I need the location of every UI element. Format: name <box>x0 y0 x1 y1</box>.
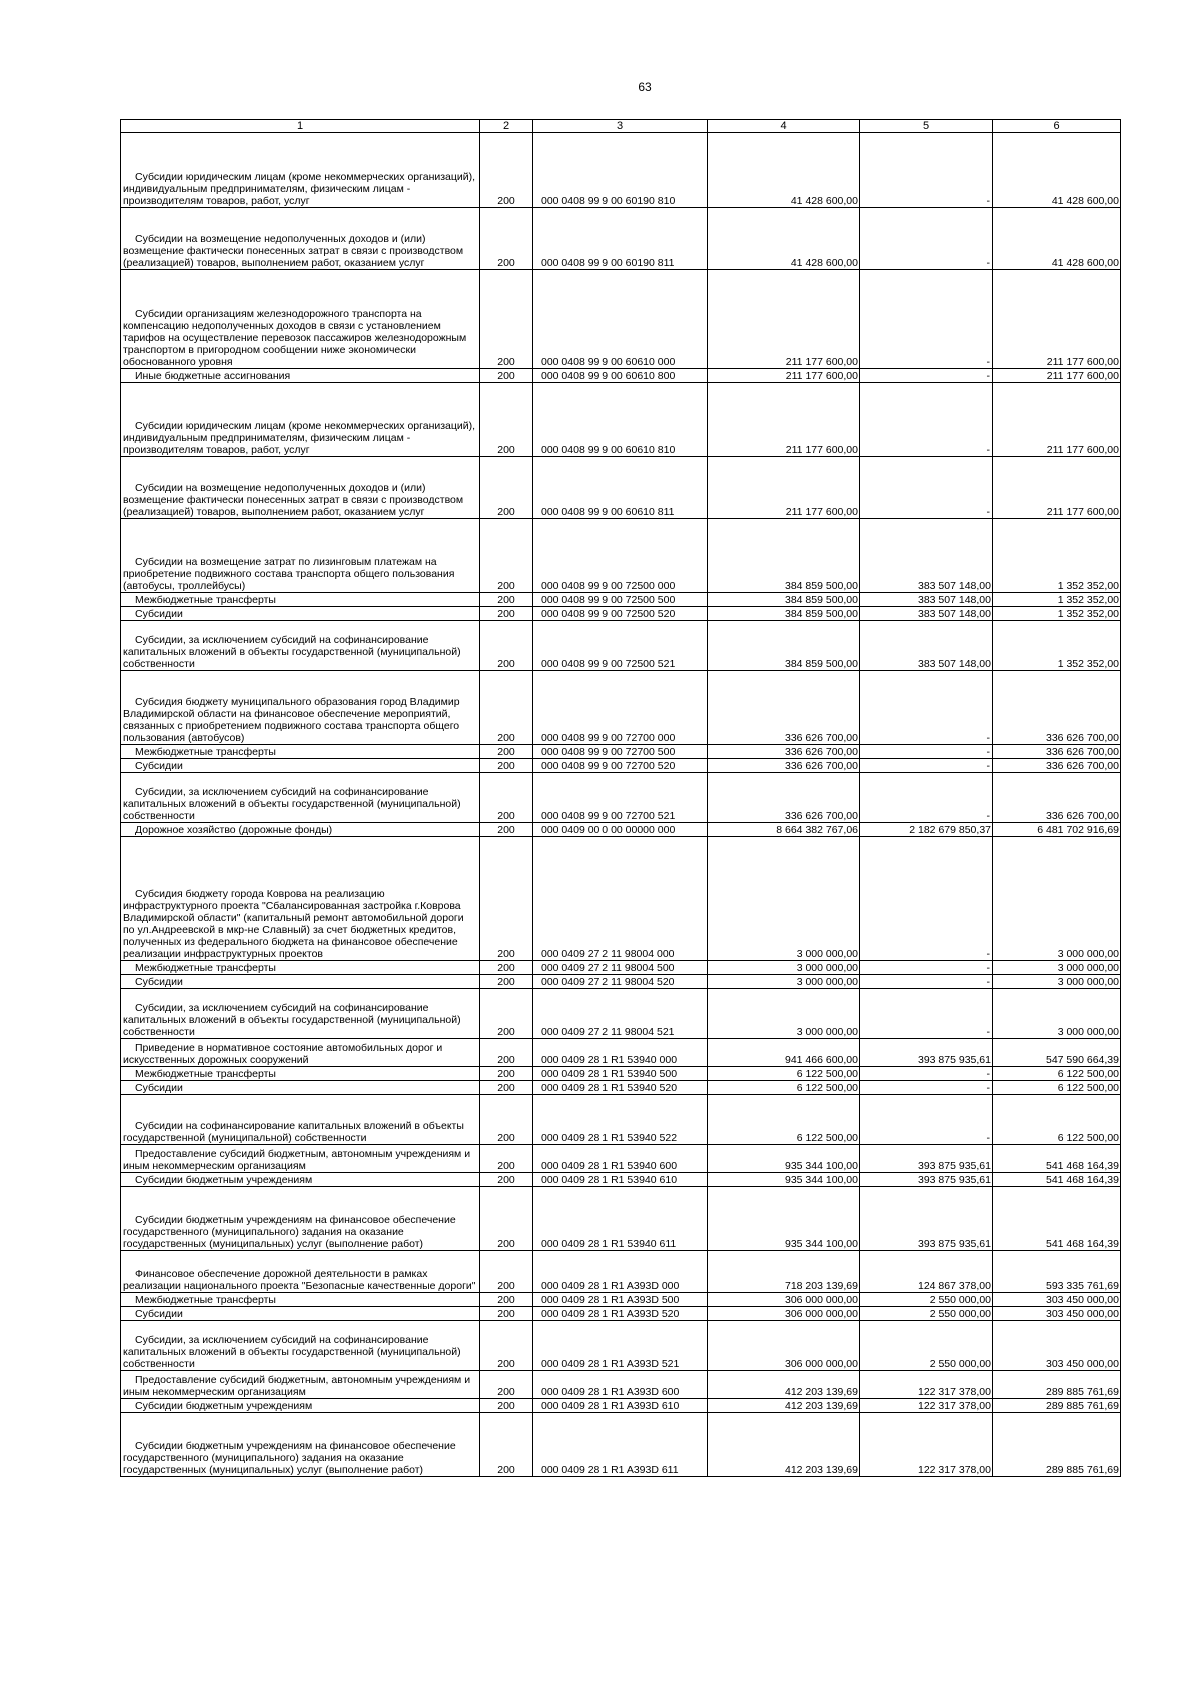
row-executed-amount: - <box>860 133 993 208</box>
table-row <box>121 1293 1121 1307</box>
row-approved-amount: 211 177 600,00 <box>708 270 860 369</box>
row-name-text: Межбюджетные трансферты <box>135 962 276 974</box>
row-budget-code: 000 0408 99 9 00 60190 811 <box>533 208 708 270</box>
row-name <box>121 457 480 519</box>
row-name-text: Субсидии, за исключением субсидий на софинансирование капитальных вложений в объекты государственной (муниципальной) собственности <box>123 1334 461 1370</box>
table-row <box>121 961 1121 975</box>
row-admin-code: 200 <box>480 1413 533 1477</box>
row-approved-amount: 211 177 600,00 <box>708 457 860 519</box>
row-budget-code: 000 0409 27 2 11 98004 521 <box>533 989 708 1039</box>
row-remaining-amount: 1 352 352,00 <box>993 607 1121 621</box>
row-budget-code: 000 0408 99 9 00 60610 000 <box>533 270 708 369</box>
row-approved-amount: 384 859 500,00 <box>708 621 860 671</box>
row-budget-code: 000 0409 28 1 R1 A393D 000 <box>533 1251 708 1293</box>
row-name-text: Финансовое обеспечение дорожной деятельности в рамках реализации национального проекта "Безопасные качественные дороги" <box>123 1268 476 1292</box>
row-name <box>121 270 480 369</box>
row-remaining-amount: 303 450 000,00 <box>993 1321 1121 1371</box>
table-row <box>121 1321 1121 1371</box>
row-remaining-amount: 3 000 000,00 <box>993 837 1121 961</box>
row-remaining-amount: 336 626 700,00 <box>993 759 1121 773</box>
row-remaining-amount: 336 626 700,00 <box>993 773 1121 823</box>
row-admin-code: 200 <box>480 519 533 593</box>
row-name-text: Субсидии бюджетным учреждениям <box>135 1174 313 1186</box>
table-row <box>121 1039 1121 1067</box>
row-name-text: Субсидии, за исключением субсидий на софинансирование капитальных вложений в объекты государственной (муниципальной) собственности <box>123 1002 461 1038</box>
row-name <box>121 1039 480 1067</box>
row-executed-amount: - <box>860 837 993 961</box>
row-admin-code: 200 <box>480 383 533 457</box>
row-name <box>121 1145 480 1173</box>
row-name-text: Субсидии <box>135 1308 183 1320</box>
row-budget-code: 000 0409 28 1 R1 A393D 611 <box>533 1413 708 1477</box>
row-name <box>121 1399 480 1413</box>
row-admin-code: 200 <box>480 1293 533 1307</box>
table-row <box>121 989 1121 1039</box>
row-remaining-amount: 303 450 000,00 <box>993 1293 1121 1307</box>
row-remaining-amount: 1 352 352,00 <box>993 593 1121 607</box>
row-name <box>121 1293 480 1307</box>
row-remaining-amount: 211 177 600,00 <box>993 270 1121 369</box>
row-name-text: Субсидии бюджетным учреждениям на финансовое обеспечение государственного (муниципального) задания на оказание государственных (муниципальных) услуг (выполнение работ) <box>123 1214 456 1250</box>
row-executed-amount: 2 550 000,00 <box>860 1321 993 1371</box>
row-admin-code: 200 <box>480 270 533 369</box>
row-name <box>121 1413 480 1477</box>
table-row <box>121 1371 1121 1399</box>
row-approved-amount: 935 344 100,00 <box>708 1187 860 1251</box>
table-row <box>121 1251 1121 1293</box>
row-executed-amount: - <box>860 369 993 383</box>
table-row <box>121 1307 1121 1321</box>
row-admin-code: 200 <box>480 1399 533 1413</box>
row-budget-code: 000 0408 99 9 00 72700 521 <box>533 773 708 823</box>
row-executed-amount: 2 550 000,00 <box>860 1293 993 1307</box>
row-name-text: Межбюджетные трансферты <box>135 1068 276 1080</box>
table-row <box>121 773 1121 823</box>
row-remaining-amount: 541 468 164,39 <box>993 1187 1121 1251</box>
row-admin-code: 200 <box>480 607 533 621</box>
row-name <box>121 823 480 837</box>
row-name <box>121 369 480 383</box>
row-remaining-amount: 6 481 702 916,69 <box>993 823 1121 837</box>
row-approved-amount: 3 000 000,00 <box>708 837 860 961</box>
row-remaining-amount: 1 352 352,00 <box>993 621 1121 671</box>
row-name-text: Субсидии юридическим лицам (кроме некоммерческих организаций), индивидуальным предпринимателям, физическим лицам - производителям товаров, работ, услуг <box>123 171 476 207</box>
row-admin-code: 200 <box>480 773 533 823</box>
column-number-row <box>121 120 1121 133</box>
row-approved-amount: 336 626 700,00 <box>708 773 860 823</box>
row-name <box>121 745 480 759</box>
row-budget-code: 000 0408 99 9 00 60190 810 <box>533 133 708 208</box>
row-name <box>121 1081 480 1095</box>
row-approved-amount: 3 000 000,00 <box>708 989 860 1039</box>
row-approved-amount: 941 466 600,00 <box>708 1039 860 1067</box>
table-row <box>121 1399 1121 1413</box>
row-admin-code: 200 <box>480 369 533 383</box>
column-header-4: 4 <box>708 120 860 133</box>
row-remaining-amount: 211 177 600,00 <box>993 457 1121 519</box>
row-executed-amount: - <box>860 961 993 975</box>
row-approved-amount: 306 000 000,00 <box>708 1293 860 1307</box>
row-budget-code: 000 0409 28 1 R1 A393D 600 <box>533 1371 708 1399</box>
column-header-2: 2 <box>480 120 533 133</box>
row-budget-code: 000 0408 99 9 00 60610 800 <box>533 369 708 383</box>
row-budget-code: 000 0409 27 2 11 98004 000 <box>533 837 708 961</box>
row-name-text: Субсидия бюджету муниципального образования город Владимир Владимирской области на финансовое обеспечение мероприятий, связанных с приобретением подвижного состава транспорта общего пользования (автобусов) <box>123 696 460 744</box>
row-name-text: Субсидии <box>135 1082 183 1094</box>
row-admin-code: 200 <box>480 1371 533 1399</box>
table-row <box>121 1413 1121 1477</box>
row-approved-amount: 336 626 700,00 <box>708 745 860 759</box>
row-approved-amount: 6 122 500,00 <box>708 1081 860 1095</box>
row-remaining-amount: 289 885 761,69 <box>993 1371 1121 1399</box>
table-row <box>121 270 1121 369</box>
table-row <box>121 1095 1121 1145</box>
row-remaining-amount: 593 335 761,69 <box>993 1251 1121 1293</box>
table-row <box>121 975 1121 989</box>
row-name-text: Субсидии на возмещение затрат по лизинговым платежам на приобретение подвижного состава транспорта общего пользования (автобусы, троллейбусы) <box>123 556 455 592</box>
table-row <box>121 208 1121 270</box>
row-remaining-amount: 41 428 600,00 <box>993 133 1121 208</box>
row-approved-amount: 384 859 500,00 <box>708 593 860 607</box>
row-name-text: Межбюджетные трансферты <box>135 746 276 758</box>
row-remaining-amount: 41 428 600,00 <box>993 208 1121 270</box>
row-executed-amount: 383 507 148,00 <box>860 621 993 671</box>
row-executed-amount: - <box>860 1095 993 1145</box>
row-approved-amount: 8 664 382 767,06 <box>708 823 860 837</box>
row-executed-amount: - <box>860 975 993 989</box>
row-name-text: Субсидии, за исключением субсидий на софинансирование капитальных вложений в объекты государственной (муниципальной) собственности <box>123 634 461 670</box>
row-executed-amount: - <box>860 773 993 823</box>
row-approved-amount: 935 344 100,00 <box>708 1145 860 1173</box>
row-name-text: Субсидии <box>135 760 183 772</box>
row-name <box>121 989 480 1039</box>
table-body <box>121 133 1121 1477</box>
row-admin-code: 200 <box>480 1321 533 1371</box>
row-budget-code: 000 0409 28 1 R1 53940 000 <box>533 1039 708 1067</box>
row-admin-code: 200 <box>480 823 533 837</box>
row-remaining-amount: 211 177 600,00 <box>993 369 1121 383</box>
row-executed-amount: 2 182 679 850,37 <box>860 823 993 837</box>
row-remaining-amount: 1 352 352,00 <box>993 519 1121 593</box>
row-executed-amount: - <box>860 1081 993 1095</box>
row-admin-code: 200 <box>480 133 533 208</box>
row-executed-amount: - <box>860 383 993 457</box>
table-row <box>121 1173 1121 1187</box>
row-admin-code: 200 <box>480 593 533 607</box>
row-executed-amount: - <box>860 208 993 270</box>
row-name-text: Субсидии на софинансирование капитальных вложений в объекты государственной (муниципальной) собственности <box>123 1120 464 1144</box>
row-name-text: Субсидия бюджету города Коврова на реализацию инфраструктурного проекта "Сбалансированная застройка г.Коврова Владимирской области" (капитальный ремонт автомобильной дороги по ул.Андреевской в мкр-не Славный) за счет бюджетных кредитов, полученных из федерального бюджета на финансовое обеспечение реализации инфраструктурных проектов <box>123 888 464 960</box>
row-remaining-amount: 336 626 700,00 <box>993 745 1121 759</box>
row-approved-amount: 41 428 600,00 <box>708 208 860 270</box>
row-admin-code: 200 <box>480 745 533 759</box>
row-name-text: Межбюджетные трансферты <box>135 1294 276 1306</box>
column-header-6: 6 <box>993 120 1121 133</box>
row-budget-code: 000 0408 99 9 00 72500 520 <box>533 607 708 621</box>
row-remaining-amount: 6 122 500,00 <box>993 1081 1121 1095</box>
row-remaining-amount: 303 450 000,00 <box>993 1307 1121 1321</box>
row-executed-amount: 393 875 935,61 <box>860 1187 993 1251</box>
row-budget-code: 000 0408 99 9 00 72700 520 <box>533 759 708 773</box>
row-admin-code: 200 <box>480 1145 533 1173</box>
row-name-text: Субсидии, за исключением субсидий на софинансирование капитальных вложений в объекты государственной (муниципальной) собственности <box>123 786 461 822</box>
row-name <box>121 975 480 989</box>
row-budget-code: 000 0408 99 9 00 72500 521 <box>533 621 708 671</box>
table-row <box>121 759 1121 773</box>
table-row <box>121 369 1121 383</box>
table-row <box>121 1081 1121 1095</box>
row-name <box>121 671 480 745</box>
row-name-text: Межбюджетные трансферты <box>135 594 276 606</box>
row-approved-amount: 412 203 139,69 <box>708 1413 860 1477</box>
row-name <box>121 961 480 975</box>
row-name-text: Субсидии на возмещение недополученных доходов и (или) возмещение фактически понесенных затрат в связи с производством (реализацией) товаров, выполнением работ, оказанием услуг <box>123 233 464 269</box>
table-row <box>121 457 1121 519</box>
row-name-text: Субсидии юридическим лицам (кроме некоммерческих организаций), индивидуальным предпринимателям, физическим лицам - производителям товаров, работ, услуг <box>123 420 476 456</box>
row-admin-code: 200 <box>480 1067 533 1081</box>
row-executed-amount: - <box>860 745 993 759</box>
row-budget-code: 000 0408 99 9 00 60610 810 <box>533 383 708 457</box>
row-admin-code: 200 <box>480 457 533 519</box>
row-budget-code: 000 0409 00 0 00 00000 000 <box>533 823 708 837</box>
row-admin-code: 200 <box>480 759 533 773</box>
row-budget-code: 000 0409 28 1 R1 53940 500 <box>533 1067 708 1081</box>
row-budget-code: 000 0408 99 9 00 72500 500 <box>533 593 708 607</box>
table-row <box>121 671 1121 745</box>
row-name <box>121 519 480 593</box>
row-executed-amount: 383 507 148,00 <box>860 519 993 593</box>
row-approved-amount: 336 626 700,00 <box>708 671 860 745</box>
row-admin-code: 200 <box>480 1251 533 1293</box>
row-admin-code: 200 <box>480 1307 533 1321</box>
row-budget-code: 000 0409 28 1 R1 A393D 610 <box>533 1399 708 1413</box>
row-approved-amount: 384 859 500,00 <box>708 607 860 621</box>
row-approved-amount: 935 344 100,00 <box>708 1173 860 1187</box>
row-name <box>121 1095 480 1145</box>
row-name <box>121 1067 480 1081</box>
row-admin-code: 200 <box>480 671 533 745</box>
table-row <box>121 837 1121 961</box>
row-budget-code: 000 0408 99 9 00 72700 500 <box>533 745 708 759</box>
row-executed-amount: 383 507 148,00 <box>860 593 993 607</box>
row-admin-code: 200 <box>480 837 533 961</box>
row-approved-amount: 3 000 000,00 <box>708 961 860 975</box>
table-row <box>121 823 1121 837</box>
row-approved-amount: 41 428 600,00 <box>708 133 860 208</box>
table-row <box>121 745 1121 759</box>
column-header-3: 3 <box>533 120 708 133</box>
table-row <box>121 607 1121 621</box>
row-budget-code: 000 0409 28 1 R1 53940 520 <box>533 1081 708 1095</box>
row-name-text: Иные бюджетные ассигнования <box>135 370 291 382</box>
row-approved-amount: 718 203 139,69 <box>708 1251 860 1293</box>
row-remaining-amount: 3 000 000,00 <box>993 989 1121 1039</box>
row-admin-code: 200 <box>480 1187 533 1251</box>
table-row <box>121 383 1121 457</box>
row-remaining-amount: 541 468 164,39 <box>993 1173 1121 1187</box>
row-name-text: Субсидии <box>135 976 183 988</box>
row-admin-code: 200 <box>480 621 533 671</box>
row-approved-amount: 336 626 700,00 <box>708 759 860 773</box>
row-approved-amount: 6 122 500,00 <box>708 1095 860 1145</box>
row-name-text: Субсидии на возмещение недополученных доходов и (или) возмещение фактически понесенных затрат в связи с производством (реализацией) товаров, выполнением работ, оказанием услуг <box>123 482 464 518</box>
row-name <box>121 621 480 671</box>
table-row <box>121 133 1121 208</box>
row-admin-code: 200 <box>480 1173 533 1187</box>
row-name <box>121 773 480 823</box>
table-row <box>121 1187 1121 1251</box>
row-budget-code: 000 0408 99 9 00 72500 000 <box>533 519 708 593</box>
row-executed-amount: - <box>860 457 993 519</box>
row-approved-amount: 306 000 000,00 <box>708 1307 860 1321</box>
row-name-text: Предоставление субсидий бюджетным, автономным учреждениям и иным некоммерческим организациям <box>123 1374 471 1398</box>
row-name <box>121 607 480 621</box>
row-name-text: Субсидии организациям железнодорожного транспорта на компенсацию недополученных доходов в связи с установлением тарифов на осуществление перевозок пассажиров железнодорожным транспортом в пригородном сообщении ниже экономически обоснованного уровня <box>123 308 467 368</box>
row-remaining-amount: 547 590 664,39 <box>993 1039 1121 1067</box>
row-budget-code: 000 0409 27 2 11 98004 500 <box>533 961 708 975</box>
page-number: 63 <box>638 80 652 94</box>
row-admin-code: 200 <box>480 975 533 989</box>
row-executed-amount: 393 875 935,61 <box>860 1039 993 1067</box>
row-budget-code: 000 0409 28 1 R1 A393D 520 <box>533 1307 708 1321</box>
row-executed-amount: 124 867 378,00 <box>860 1251 993 1293</box>
row-executed-amount: 393 875 935,61 <box>860 1173 993 1187</box>
row-name-text: Дорожное хозяйство (дорожные фонды) <box>135 824 333 836</box>
table-row <box>121 621 1121 671</box>
row-approved-amount: 211 177 600,00 <box>708 369 860 383</box>
row-approved-amount: 211 177 600,00 <box>708 383 860 457</box>
row-name <box>121 759 480 773</box>
row-admin-code: 200 <box>480 208 533 270</box>
table-row <box>121 1145 1121 1173</box>
row-name <box>121 1251 480 1293</box>
table-row <box>121 1067 1121 1081</box>
row-executed-amount: - <box>860 1067 993 1081</box>
row-remaining-amount: 3 000 000,00 <box>993 975 1121 989</box>
row-admin-code: 200 <box>480 961 533 975</box>
row-name <box>121 1307 480 1321</box>
row-name <box>121 1173 480 1187</box>
row-approved-amount: 412 203 139,69 <box>708 1399 860 1413</box>
row-name <box>121 837 480 961</box>
row-executed-amount: - <box>860 759 993 773</box>
row-budget-code: 000 0409 27 2 11 98004 520 <box>533 975 708 989</box>
row-budget-code: 000 0409 28 1 R1 53940 611 <box>533 1187 708 1251</box>
row-remaining-amount: 289 885 761,69 <box>993 1413 1121 1477</box>
row-budget-code: 000 0409 28 1 R1 53940 610 <box>533 1173 708 1187</box>
row-executed-amount: - <box>860 270 993 369</box>
row-approved-amount: 306 000 000,00 <box>708 1321 860 1371</box>
row-name-text: Предоставление субсидий бюджетным, автономным учреждениям и иным некоммерческим организациям <box>123 1148 471 1172</box>
table-row <box>121 519 1121 593</box>
row-approved-amount: 3 000 000,00 <box>708 975 860 989</box>
row-remaining-amount: 3 000 000,00 <box>993 961 1121 975</box>
row-name <box>121 1371 480 1399</box>
row-remaining-amount: 211 177 600,00 <box>993 383 1121 457</box>
row-executed-amount: 383 507 148,00 <box>860 607 993 621</box>
row-executed-amount: 122 317 378,00 <box>860 1413 993 1477</box>
row-name <box>121 1321 480 1371</box>
row-budget-code: 000 0409 28 1 R1 53940 522 <box>533 1095 708 1145</box>
row-executed-amount: 2 550 000,00 <box>860 1307 993 1321</box>
row-executed-amount: 393 875 935,61 <box>860 1145 993 1173</box>
row-remaining-amount: 6 122 500,00 <box>993 1095 1121 1145</box>
budget-table <box>120 119 1121 1477</box>
row-name-text: Приведение в нормативное состояние автомобильных дорог и искусственных дорожных сооружений <box>123 1042 443 1066</box>
row-budget-code: 000 0409 28 1 R1 A393D 521 <box>533 1321 708 1371</box>
row-executed-amount: 122 317 378,00 <box>860 1371 993 1399</box>
row-budget-code: 000 0409 28 1 R1 A393D 500 <box>533 1293 708 1307</box>
table-row <box>121 593 1121 607</box>
row-executed-amount: - <box>860 989 993 1039</box>
row-approved-amount: 384 859 500,00 <box>708 519 860 593</box>
row-budget-code: 000 0409 28 1 R1 53940 600 <box>533 1145 708 1173</box>
row-remaining-amount: 6 122 500,00 <box>993 1067 1121 1081</box>
row-name-text: Субсидии <box>135 608 183 620</box>
row-executed-amount: - <box>860 671 993 745</box>
row-name-text: Субсидии бюджетным учреждениям на финансовое обеспечение государственного (муниципального) задания на оказание государственных (муниципальных) услуг (выполнение работ) <box>123 1440 456 1476</box>
row-admin-code: 200 <box>480 1039 533 1067</box>
row-admin-code: 200 <box>480 989 533 1039</box>
row-budget-code: 000 0408 99 9 00 60610 811 <box>533 457 708 519</box>
row-budget-code: 000 0408 99 9 00 72700 000 <box>533 671 708 745</box>
column-header-5: 5 <box>860 120 993 133</box>
row-remaining-amount: 336 626 700,00 <box>993 671 1121 745</box>
row-name <box>121 383 480 457</box>
row-admin-code: 200 <box>480 1081 533 1095</box>
row-name <box>121 133 480 208</box>
row-name <box>121 1187 480 1251</box>
row-name-text: Субсидии бюджетным учреждениям <box>135 1400 313 1412</box>
row-name <box>121 208 480 270</box>
column-header-1: 1 <box>121 120 480 133</box>
row-approved-amount: 6 122 500,00 <box>708 1067 860 1081</box>
row-remaining-amount: 289 885 761,69 <box>993 1399 1121 1413</box>
row-approved-amount: 412 203 139,69 <box>708 1371 860 1399</box>
row-name <box>121 593 480 607</box>
row-executed-amount: 122 317 378,00 <box>860 1399 993 1413</box>
row-remaining-amount: 541 468 164,39 <box>993 1145 1121 1173</box>
row-admin-code: 200 <box>480 1095 533 1145</box>
